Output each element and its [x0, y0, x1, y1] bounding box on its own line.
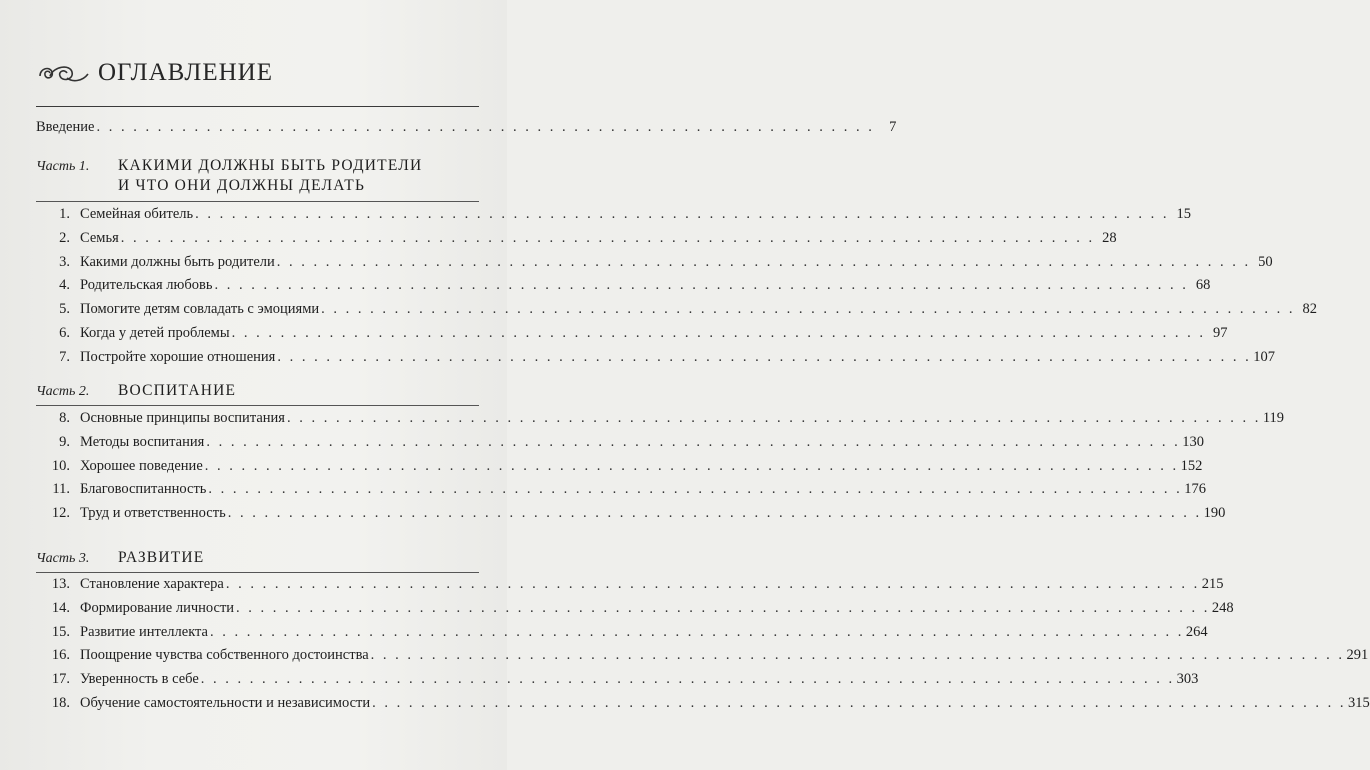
leader-dots: . . . . . . . . . . . . . . . . . . . . . . . . . . . . . . . . . . . . . . . . . . . . . . . . . . . . . . . . . . . . . . . . . . . . . . . . . . . . . . . .: [206, 433, 1181, 450]
leader-dots: . . . . . . . . . . . . . . . . . . . . . . . . . . . . . . . . . . . . . . . . . . . . . . . . . . . . . . . . . . . . . . . . . . . . . . . . . . . . . . . .: [204, 457, 1179, 474]
part-1-header: [36, 157, 479, 195]
page-title: ОГЛАВЛЕНИЕ: [98, 59, 273, 86]
chapter-number: 12.: [51, 505, 70, 522]
chapter-number: 3.: [59, 253, 70, 270]
chapter-page: 291: [1346, 647, 1369, 664]
chapter-number: 6.: [59, 325, 70, 341]
chapter-page: 152: [1180, 457, 1203, 474]
leader-dots: . . . . . . . . . . . . . . . . . . . . . . . . . . . . . . . . . . . . . . . . . . . . . . . . . . . . . . . . . . . . . . . . . . . . . . . . . . . . . . . .: [208, 481, 1183, 498]
chapter-title: Семейная обитель: [80, 206, 194, 222]
chapter-number: 14.: [51, 599, 70, 616]
chapter-page: 176: [1184, 481, 1207, 498]
toc-row-page: 7: [889, 119, 897, 135]
toc-row-chapter[interactable]: [36, 695, 1370, 717]
leader-dots: . . . . . . . . . . . . . . . . . . . . . . . . . . . . . . . . . . . . . . . . . . . . . . . . . . . . . . . . . . . . . . . . . . . . . . . . . . . . . . . .: [225, 576, 1200, 592]
leader-dots: . . . . . . . . . . . . . . . . . . . . . . . . . . . . . . . . . . . . . . . . . . . . . . . . . . . . . . . . . . . . . . . . . . . . . . . . . . . . . . . .: [214, 277, 1189, 294]
part-title: КАКИМИ ДОЛЖНЫ БЫТЬ РОДИТЕЛИ: [118, 157, 423, 174]
leader-dots: . . . . . . . . . . . . . . . . . . . . . . . . . . . . . . . . . . . . . . . . . . . . . . . . . . . . . . . . . . . . . . . . . . . . . . . . . . . . . . . .: [195, 206, 1170, 222]
toc-row-chapter[interactable]: [36, 647, 1369, 669]
chapter-page: 97: [1212, 325, 1228, 341]
chapter-number: 1.: [59, 206, 70, 222]
leader-dots: . . . . . . . . . . . . . . . . . . . . . . . . . . . . . . . . . . . . . . . . . . . . . . . . . . . . . . . . . . . . . . . .: [96, 119, 875, 135]
chapter-title: Помогите детям совладать с эмоциями: [80, 301, 320, 318]
leader-dots: . . . . . . . . . . . . . . . . . . . . . . . . . . . . . . . . . . . . . . . . . . . . . . . . . . . . . . . . . . . . . . . . . . . . . . . . . . . . . . . .: [277, 348, 1252, 365]
part-1-divider: [36, 201, 479, 202]
chapter-title: Какими должны быть родители: [80, 253, 275, 270]
chapter-number: 2.: [59, 229, 70, 246]
leader-dots: . . . . . . . . . . . . . . . . . . . . . . . . . . . . . . . . . . . . . . . . . . . . . . . . . . . . . . . . . . . . . . . . . . . . . . . . . . . . . . . .: [236, 599, 1210, 616]
toc-row-chapter[interactable]: [36, 410, 1285, 432]
chapter-page: 15: [1176, 206, 1192, 222]
part-title-line2: И ЧТО ОНИ ДОЛЖНЫ ДЕЛАТЬ: [118, 177, 366, 194]
toc-row-chapter[interactable]: [36, 325, 1228, 347]
leader-dots: . . . . . . . . . . . . . . . . . . . . . . . . . . . . . . . . . . . . . . . . . . . . . . . . . . . . . . . . . . . . . . . . . . . . . . . . . . . . . . . .: [231, 325, 1206, 341]
chapter-number: 11.: [52, 481, 70, 498]
chapter-title: Благовоспитанность: [80, 481, 207, 498]
heading-divider: [36, 106, 479, 107]
chapter-title: Когда у детей проблемы: [80, 325, 230, 341]
chapter-title: Развитие интеллекта: [80, 623, 208, 640]
toc-heading: [36, 58, 273, 88]
leader-dots: . . . . . . . . . . . . . . . . . . . . . . . . . . . . . . . . . . . . . . . . . . . . . . . . . . . . . . . . . . . . . . . . . . . . . . . . . . . . . . . .: [120, 229, 1095, 246]
chapter-number: 4.: [59, 277, 70, 294]
leader-dots: . . . . . . . . . . . . . . . . . . . . . . . . . . . . . . . . . . . . . . . . . . . . . . . . . . . . . . . . . . . . . . . . . . . . . . . . . . . . . . . .: [370, 647, 1345, 664]
leader-dots: . . . . . . . . . . . . . . . . . . . . . . . . . . . . . . . . . . . . . . . . . . . . . . . . . . . . . . . . . . . . . . . . . . . . . . . . . . . . . . . .: [210, 623, 1184, 640]
part-label: Часть 2.: [36, 384, 90, 399]
toc-row-chapter[interactable]: [36, 505, 1226, 527]
chapter-page: 50: [1258, 253, 1273, 270]
chapter-title: Поощрение чувства собственного достоинства: [80, 647, 369, 664]
chapter-page: 82: [1302, 301, 1318, 318]
toc-row-chapter[interactable]: [36, 576, 1224, 598]
leader-dots: . . . . . . . . . . . . . . . . . . . . . . . . . . . . . . . . . . . . . . . . . . . . . . . . . . . . . . . . . . . . . . . . . . . . . . . . . . . . . . . .: [276, 253, 1251, 270]
toc-row-chapter[interactable]: [36, 599, 1234, 622]
part-label: Часть 3.: [36, 551, 90, 566]
chapter-title: Хорошее поведение: [80, 457, 203, 474]
leader-dots: . . . . . . . . . . . . . . . . . . . . . . . . . . . . . . . . . . . . . . . . . . . . . . . . . . . . . . . . . . . . . . . . . . . . . . . . . . . . . . . .: [372, 695, 1346, 711]
chapter-page: 68: [1195, 277, 1211, 294]
chapter-page: 119: [1262, 410, 1285, 426]
toc-row-chapter[interactable]: [36, 623, 1208, 646]
toc-row-chapter[interactable]: [36, 277, 1211, 299]
toc-row-chapter[interactable]: [36, 229, 1117, 252]
leader-dots: . . . . . . . . . . . . . . . . . . . . . . . . . . . . . . . . . . . . . . . . . . . . . . . . . . . . . . . . . . . . . . . . . . . . . . . . . . . . . . . .: [286, 410, 1261, 426]
toc-row-chapter[interactable]: [36, 481, 1207, 503]
chapter-page: 28: [1102, 229, 1117, 246]
toc-row-chapter[interactable]: [36, 253, 1273, 276]
chapter-number: 5.: [59, 301, 70, 318]
chapter-title: Уверенность в себе: [80, 671, 199, 688]
leader-dots: . . . . . . . . . . . . . . . . . . . . . . . . . . . . . . . . . . . . . . . . . . . . . . . . . . . . . . . . . . . . . . . . . . . . . . . . . . . . . . . .: [200, 671, 1175, 688]
part-2-header: [36, 382, 479, 400]
toc-row-title: Введение: [36, 119, 95, 135]
chapter-number: 7.: [59, 348, 70, 365]
chapter-number: 17.: [51, 671, 70, 688]
swirl-ornament-icon: [36, 60, 92, 86]
chapter-page: 190: [1203, 505, 1226, 522]
chapter-title: Формирование личности: [80, 599, 235, 616]
toc-row-chapter[interactable]: [36, 671, 1199, 693]
part-title: ВОСПИТАНИЕ: [118, 382, 237, 399]
toc-row-intro[interactable]: [36, 119, 897, 141]
chapter-title: Методы воспитания: [80, 433, 205, 450]
toc-row-chapter[interactable]: [36, 457, 1203, 480]
chapter-page: 215: [1201, 576, 1224, 592]
chapter-number: 13.: [51, 576, 70, 592]
chapter-title: Основные принципы воспитания: [80, 410, 285, 426]
chapter-title: Постройте хорошие отношения: [80, 348, 276, 365]
chapter-page: 130: [1182, 433, 1204, 450]
chapter-page: 303: [1176, 671, 1199, 688]
part-title: РАЗВИТИЕ: [118, 549, 205, 566]
part-3-header: [36, 549, 479, 567]
chapter-number: 15.: [51, 623, 70, 640]
chapter-page: 315: [1347, 695, 1370, 711]
toc-row-chapter[interactable]: [36, 433, 1204, 456]
leader-dots: . . . . . . . . . . . . . . . . . . . . . . . . . . . . . . . . . . . . . . . . . . . . . . . . . . . . . . . . . . . . . . . . . . . . . . . . . . . . . . . .: [227, 505, 1202, 522]
toc-row-chapter[interactable]: [36, 206, 1192, 228]
chapter-page: 107: [1253, 348, 1275, 365]
chapter-title: Обучение самостоятельности и независимости: [80, 695, 371, 711]
part-label: Часть 1.: [36, 159, 90, 174]
chapter-title: Становление характера: [80, 576, 224, 592]
leader-dots: . . . . . . . . . . . . . . . . . . . . . . . . . . . . . . . . . . . . . . . . . . . . . . . . . . . . . . . . . . . . . . . . . . . . . . . . . . . . . . . .: [321, 301, 1296, 318]
chapter-title: Родительская любовь: [80, 277, 213, 294]
chapter-number: 10.: [51, 457, 70, 474]
chapter-number: 18.: [51, 695, 70, 711]
chapter-page: 248: [1211, 599, 1234, 616]
chapter-page: 264: [1185, 623, 1208, 640]
chapter-number: 16.: [51, 647, 70, 664]
chapter-number: 8.: [59, 410, 70, 426]
toc-row-chapter[interactable]: [36, 301, 1318, 323]
chapter-number: 9.: [59, 433, 70, 450]
part-2-divider: [36, 405, 479, 406]
part-3-divider: [36, 572, 479, 573]
toc-row-chapter[interactable]: [36, 348, 1275, 371]
chapter-title: Семья: [80, 229, 119, 246]
chapter-title: Труд и ответственность: [80, 505, 226, 522]
